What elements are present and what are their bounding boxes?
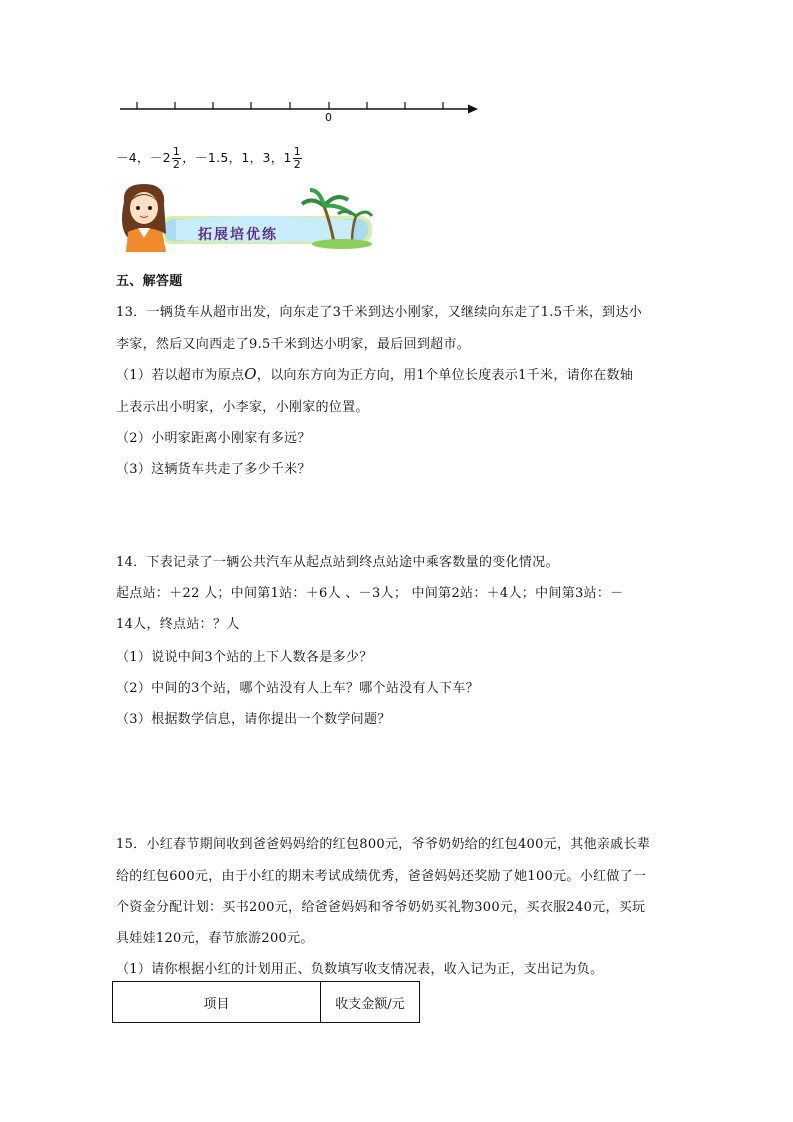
table-header-item: 项目 [113,982,321,1023]
q13-line-1: 13．一辆货车从超市出发，向东走了3千米到达小刚家，又继续向东走了1.5千米，到达小 [116,305,643,320]
q15-sub-1: （1）请你根据小红的计划用正、负数填写收支情况表，收入记为正，支出记为负。 [116,962,604,977]
q14-sub-2: （2）中间的3个站，哪个站没有人上车？哪个站没有人下车？ [116,681,479,696]
girl-icon [122,184,166,252]
q14-sub-3: （3）根据数学信息，请你提出一个数学问题？ [116,712,391,727]
number-list: －4，－2 $\frac{1}{2}$ ，－1.5，1，3，1 $\frac{1}{2}$ [116,145,302,171]
q15-line-3: 个资金分配计划：买书200元，给爸爸妈妈和爷爷奶奶买礼物300元，买衣服240元，买玩 [116,900,646,915]
q13-sub-1-cont: 上表示出小明家，小李家，小刚家的位置。 [116,400,369,415]
q13-sub-3: （3）这辆货车共走了多少千米？ [116,462,311,477]
section-title: 五、解答题 [116,274,183,289]
fraction-one-half: $\frac{1}{2}$ [172,145,181,171]
table-header-row [113,982,420,1023]
number-line [116,96,486,130]
q13-sub-1: （1）若以超市为原点O，以向东方向为正方向，用1个单位长度表示1千米，请你在数轴 [116,365,634,383]
q13-sub-2: （2）小明家距离小刚家有多远？ [116,431,311,446]
q14-sub-1: （1）说说中间3个站的上下人数各是多少？ [116,650,373,665]
banner-title: 拓展培优练 [198,227,278,243]
table-header-amount: 收支金额/元 [321,982,420,1023]
fraction-one-half: $\frac{1}{2}$ [293,145,302,171]
number-line-zero-label: 0 [325,111,332,124]
q15-line-1: 15．小红春节期间收到爸爸妈妈给的红包800元，爷爷奶奶给的红包400元，其他亲戚长辈 [116,837,651,852]
income-expense-table [112,981,420,1023]
origin-symbol: O [244,365,257,383]
q15-line-2: 给的红包600元，由于小红的期末考试成绩优秀，爸爸妈妈还奖励了她100元。小红做了一 [116,869,647,884]
q15-line-4: 具娃娃120元，春节旅游200元。 [116,931,314,946]
q14-line-2: 起点站：＋22 人；中间第1站：＋6人 、－3人； 中间第2站：＋4人；中间第3站：－ [116,586,624,601]
q14-line-1: 14．下表记录了一辆公共汽车从起点站到终点站途中乘客数量的变化情况。 [116,555,559,570]
section-banner [116,182,374,252]
q14-line-3: 14人，终点站：？人 [116,617,240,632]
q13-line-2: 李家，然后又向西走了9.5千米到达小明家，最后回到超市。 [116,337,471,352]
